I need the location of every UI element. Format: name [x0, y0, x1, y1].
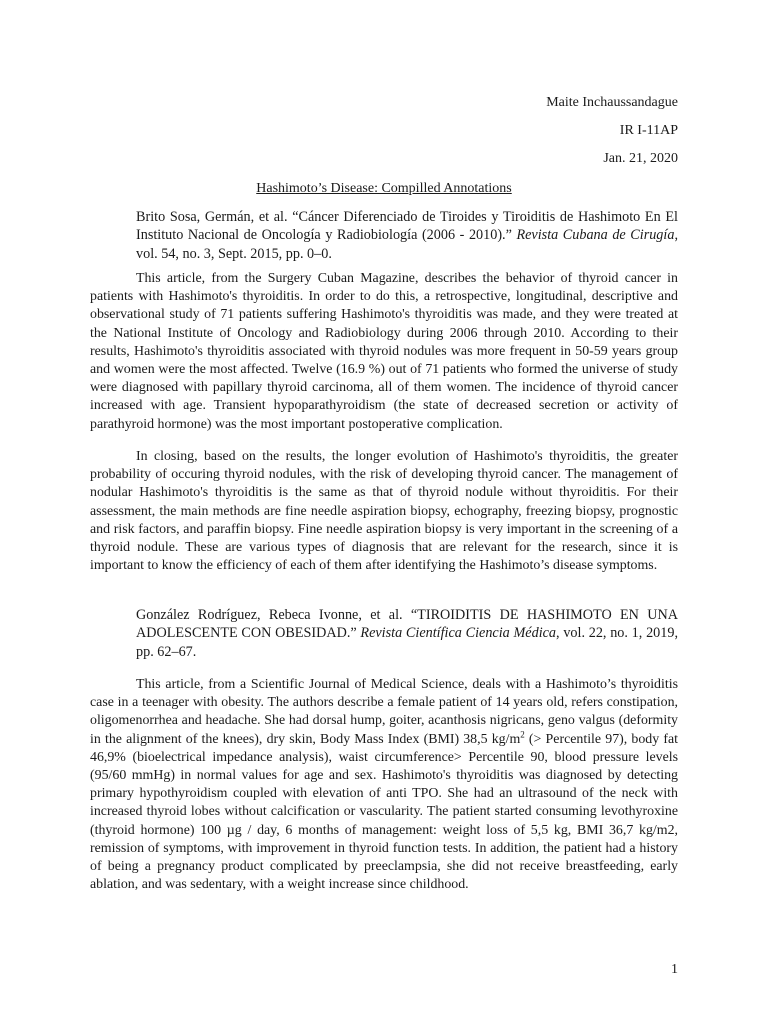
- citation-2: González Rodríguez, Rebeca Ivonne, et al. “TIROIDITIS DE HASHIMOTO EN UNA ADOLESCENTE CON OBESIDAD.” Revista Científica Ciencia Médica, vol. 22, no. 1, 2019, pp. 62–67.: [136, 607, 678, 660]
- date: Jan. 21, 2020: [603, 151, 678, 166]
- page-number: 1: [671, 962, 678, 977]
- page-title: Hashimoto’s Disease: Compilled Annotations: [256, 181, 512, 196]
- course-code: IR I-11AP: [619, 123, 678, 138]
- annotation-paragraph-3: This article, from a Scientific Journal of Medical Science, deals with a Hashimoto’s thyroiditis case in a teenager with obesity. The authors describe a female patient of 14 years old, refers constipation, oligomenorrhea and headache. She had dorsal hump, goiter, acanthosis nigricans, geno valgus (deformity in the alignment of the knees), dry skin, Body Mass Index (BMI) 38,5 $kg/m^2$ (> Percentile 97), body fat 46,9% (bioelectrical impedance analysis), waist circumference> Percentile 90, blood pressure levels (95/60 mmHg) in normal values for age and sex. Hashimoto's thyroiditis was diagnosed by detecting primary hypothyroidism coupled with elevation of anti TPO. She had an ultrasound of the neck with increased thyroid lobes without calcification or vascularity. The patient started consuming levothyroxine (thyroid hormone) 100 µg / day, 6 months of management: weight loss of 5,5 kg, BMI 36,7 kg/m2, remission of symptoms, with improvement in thyroid function tests. In addition, the patient had a history of being a pregnancy product complicated by preeclampsia, she did not receive breastfeeding, early ablation, and was sedentary, with a weight increase since childhood.: [90, 677, 678, 893]
- journal-title-1: Revista Cubana de Cirugía: [516, 227, 675, 244]
- annotation-paragraph-2: In closing, based on the results, the longer evolution of Hashimoto's thyroiditis, the greater probability of occuring thyroid nodules, with the risk of developing thyroid cancer. The management of nodular Hashimoto's thyroiditis is the same as that of thyroid nodule without thyroiditis. For their assessment, the main methods are fine needle aspiration biopsy, echography, freezing biopsy, prognostic and risk factors, and paraffin biopsy. Fine needle aspiration biopsy is very important in the screening of a thyroid nodule. These are various types of diagnosis that are relevant for the research, since it is important to know the efficiency of each of them after identifying the Hashimoto’s disease symptoms.: [90, 449, 678, 574]
- citation-1: Brito Sosa, Germán, et al. “Cáncer Diferenciado de Tiroides y Tiroiditis de Hashimoto En El Instituto Nacional de Oncología y Radiobiología (2006 - 2010).” Revista Cubana de Cirugía, vol. 54, no. 3, Sept. 2015, pp. 0–0.: [136, 209, 678, 262]
- journal-title-2: Revista Científica Ciencia Médica: [360, 625, 557, 642]
- annotation-paragraph-1: This article, from the Surgery Cuban Magazine, describes the behavior of thyroid cancer in patients with Hashimoto's thyroiditis. In order to do this, a retrospective, longitudinal, descriptive and observational study of 71 patients suffering Hashimoto's thyroiditis was made, and they were treated at the National Institute of Oncology and Radiobiology during 2006 through 2010. According to their results, Hashimoto's thyroiditis associated with thyroid nodules was more frequent in 50-59 years group and women were the most affected. Twelve (16.9 %) out of 71 patients who formed the universe of study were diagnosed with papillary thyroid carcinoma, all of them women. The incidence of thyroid cancer increased with age. Transient hypoparathyroidism (the state of decreased secretion or activity of parathyroid hormone) was the most important postoperative complication.: [90, 271, 678, 432]
- author-name: Maite Inchaussandague: [546, 95, 678, 110]
